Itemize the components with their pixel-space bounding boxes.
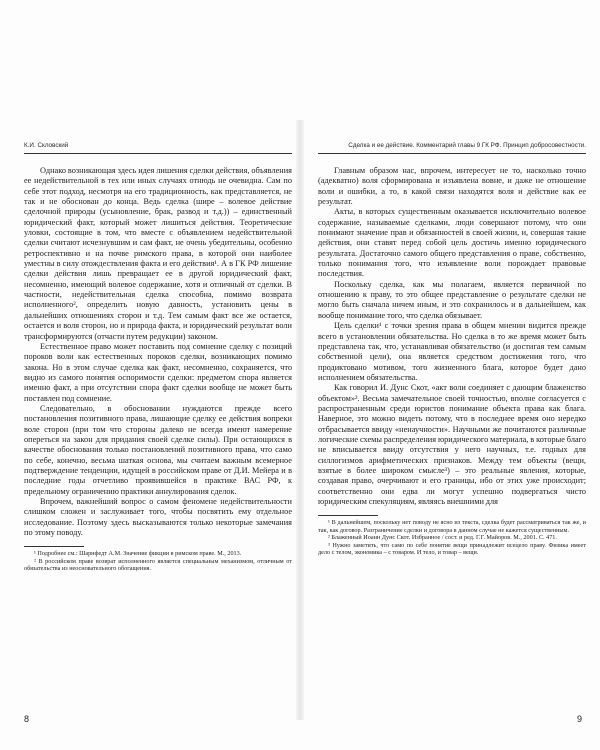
footnote: ¹ В дальнейшем, поскольку нет поводу не ясно из текста, сделка будет рассматриваться так же, и так, как договор. Разграничение сделки и договора в данном случае не кажется существенным.: [318, 519, 586, 534]
page-number-right: 9: [576, 714, 582, 724]
header-rule: [24, 153, 292, 154]
paragraph: Естественное право может поставить под сомнение сделку с позиций пороков воли как естественных пороков сделки, возникающих помимо закона. Но в этом случае сделка как факт, несомненно, сохраняется, что видно из самого понятия оспоримости сделки: предметом спора является именно факт, а при отсутствии спора факт сделки вообще не может быть поставлен под сомнение.: [24, 341, 292, 403]
footnote-rule: [24, 546, 84, 547]
right-page: [318, 142, 586, 556]
book-gutter: [296, 120, 304, 720]
paragraph: Однако возникающая здесь идея лишения сделки действия, объявления ее недействительной в тех или иных случаях отнюдь не очевидна. Сам по себе этот подход, несмотря на его традиционность, как представляется, не так и не обоснован до конца. Ведь сделка (шире – волевое действие сделочной природы (усыновление, брак, развод и т.д.)) – единственный юридический факт, который может лишиться действия. Теоретические уловки, состоящие в том, что вместе с объявлением недействительной сделки считают исчезнувшим и сам факт, не очень убедительны, особенно ретроспективно и на почве римского права, в которой они наиболее уместны в силу отождествления факта и его действия¹. А в ГК РФ лишение сделки действия лишь превращает ее в другой юридический факт, несомненно, имеющий волевое содержание, хотя и отличный от сделки. В частности, недействительная сделка способна, помимо возврата исполненного², определить новую давность, установить цены в дальнейших отношениях сторон и т.д. Тем самым факт все же остается, остается и воля сторон, но и природа факта, и юридический результат воли трансформируются (отчасти путем редукции) законом.: [24, 166, 292, 341]
right-footnotes: [318, 519, 586, 556]
paragraph: Впрочем, важнейший вопрос о самом феномене недействительности слишком сложен и заслуживает того, чтобы посвятить ему отдельное исследование. Поэтому здесь высказываются только некоторые замечания по этому поводу.: [24, 497, 292, 538]
header-rule: [318, 153, 586, 154]
paragraph: Как говорил И. Дунс Скот, «акт воли соединяет с дающим блаженство объектом»². Весьма замечательное своей точностью, вполне согласуется с распространенным среди юристов понимание объекта права как блага. Наверное, это можно видеть потому, что в последнее время оно нередко отбрасывается ввиду «ненаучности». Научными же почитаются различные логические схемы распределения юридического материала, в которые благо не вписывается ввиду отсутствия у него научных, т.е. годных для силлогизмов арифметических признаков. Между тем объекты (вещи, взятые в более широком смысле³) – это реальные явления, которые, создавая право, очерчивают и его границы, ибо от этих уже происходит; соответственно они едва ли могут успешно подвергаться чисто юридическим спекуляциям, являясь внешними для: [318, 383, 586, 506]
paragraph: Главным образом нас, впрочем, интересует не то, насколько точно (адекватно) воля сформирована и изъявлена вовне, и даже не отношение воли и ошибки, а то, в какой связи находятся воля и действие как ее результат.: [318, 166, 586, 207]
left-page: [24, 142, 292, 573]
left-page-body: [24, 166, 292, 538]
paragraph: Цель сделки¹ с точки зрения права в общем мнении видится прежде всего в установлении обязательства. Но сделка в то же время может быть представлена так, что, устанавливая обязательство (и достигая тем самым собственной цели), она является средством достижения того, что продиктовано мотивом, того жизненного блага, которое будет дано исполнением обязательства.: [318, 321, 586, 382]
page-number-left: 8: [24, 714, 30, 724]
paragraph: Акты, в которых существенным оказывается исключительно волевое содержание, называемые сделками, люди совершают потому, что они понимают значение прав и обязанностей в своей жизни, и, совершая такие действия, они ставят перед собой цель достичь именно юридического результата. Достаточно самого общего представления о праве, собственно, только понимания того, что изъявление воли порождает правовые последствия.: [318, 207, 586, 279]
right-page-body: [318, 166, 586, 507]
footnote-rule: [318, 515, 378, 516]
right-running-head: Сделка и ее действие. Комментарий главы 9 ГК РФ. Принцип добросовестности.: [348, 142, 586, 149]
paragraph: Поскольку сделка, как мы полагаем, является первичной по отношению к праву, то это общее представление о результате сделки не могло быть сначала ничем иным, и это сохранилось и в дальнейшем, как вообще понимание того, что сделка обязывает.: [318, 279, 586, 320]
footnote: ² В российском праве возврат исполненного является специальным механизмом, отличным от обязательства из неосновательного обогащения.: [24, 557, 292, 573]
left-running-head: К.И. Скловский: [24, 142, 69, 149]
footnote: ¹ Подробнее см.: Шарнфедт А.М. Значение фикции в римском праве. М., 2013.: [34, 550, 242, 558]
left-footnotes: [24, 550, 292, 572]
footnote: ² Блаженный Иоанн Дунс Скот. Избранное / сост. и ред. Г.Г. Майоров. М., 2001. С. 471.: [328, 534, 557, 542]
footnote: ³ Нужно заметить, что само по себе понятие вещи принадлежит всецело праву. Физика имеет дело с телом, экономика – с товаром. И тело, и товар – вещи.: [318, 541, 586, 556]
paragraph: Следовательно, в обосновании нуждаются прежде всего постановления позитивного права, лишающие сделку ее действия вопреки воле сторон (при том что стороны далеко не всегда имеют намерение опереться на закон для придания своей сделке силы). При остающихся в качестве обоснования только постановлений позитивного права, что само по себе, конечно, весьма шаткая основа, мы считаем важным всемерное подтверждение тенденции, идущей в российском праве от Д.И. Мейера и в последние годы отчетливо проявившейся в практике ВАС РФ, к предельному ограничению практики аннулирования сделок.: [24, 403, 292, 496]
